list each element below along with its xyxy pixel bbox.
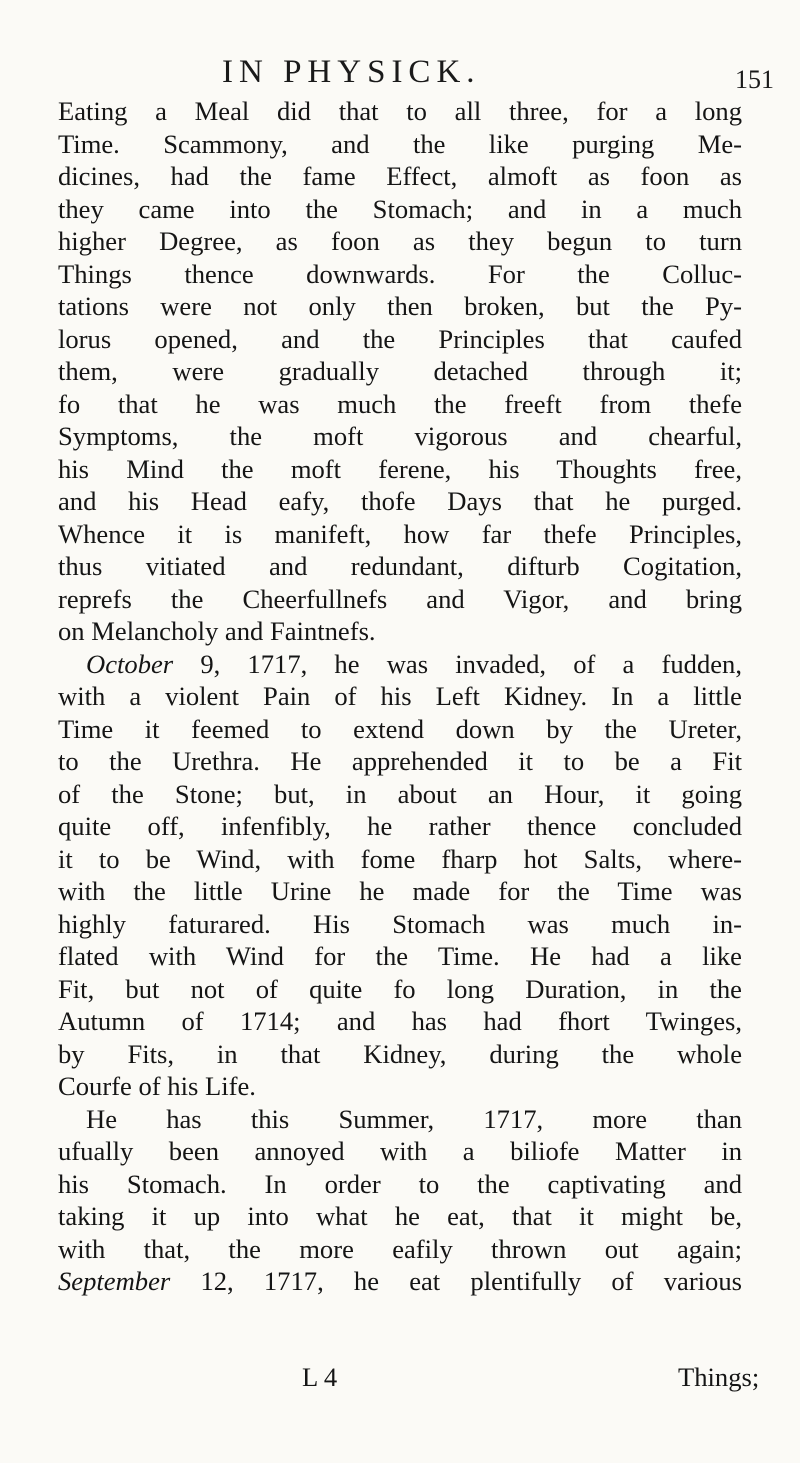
text-line: with a violent Pain of his Left Kidney. In a little bbox=[58, 681, 742, 711]
text-line: by Fits, in that Kidney, during the whole bbox=[58, 1038, 742, 1069]
text-line: on Melancholy and Faintnefs. bbox=[58, 616, 376, 646]
paragraph-1 bbox=[58, 95, 742, 648]
text-line: reprefs the Cheerfullnefs and Vigor, and bring bbox=[58, 583, 742, 614]
text-line: highly faturared. His Stomach was much in- bbox=[58, 908, 742, 939]
text-line: higher Degree, as foon as they begun to turn bbox=[58, 226, 742, 256]
text-line: lorus opened, and the Principles that caufed bbox=[58, 323, 742, 354]
text-line: Whence it is manifeft, how far thefe Principles, bbox=[58, 518, 742, 549]
text-line-october bbox=[58, 648, 742, 681]
date-line-rest: 9, 1717, he was invaded, of a fudden, bbox=[173, 648, 742, 679]
running-head: IN PHYSICK. bbox=[222, 54, 481, 90]
text-line: them, were gradually detached through it; bbox=[58, 356, 742, 386]
text-line: with the little Urine he made for the Time was bbox=[58, 876, 742, 906]
body-text bbox=[58, 95, 742, 1298]
text-line: Fit, but not of quite fo long Duration, in the bbox=[58, 973, 742, 1004]
date-month-october: October bbox=[86, 648, 174, 679]
page-footer bbox=[58, 1362, 760, 1396]
text-line: Autumn of 1714; and has had fhort Twinges, bbox=[58, 1006, 742, 1036]
text-line: He has this Summer, 1717, more than bbox=[86, 1103, 742, 1134]
page-number: 151 bbox=[735, 65, 774, 94]
text-line: Symptoms, the moft vigorous and chearful, bbox=[58, 421, 742, 451]
text-line: flated with Wind for the Time. He had a like bbox=[58, 941, 742, 971]
text-line: it to be Wind, with fome fharp hot Salts, where- bbox=[58, 843, 742, 874]
text-line: with that, the more eafily thrown out again; bbox=[58, 1233, 742, 1264]
text-line: ufually been annoyed with a biliofe Matter in bbox=[58, 1136, 742, 1166]
text-line: fo that he was much the freeft from thefe bbox=[58, 388, 742, 419]
text-line: quite off, infenfibly, he rather thence concluded bbox=[58, 811, 742, 841]
paragraph-3 bbox=[58, 1103, 742, 1298]
text-line: and his Head eafy, thofe Days that he purged. bbox=[58, 486, 742, 516]
text-line: Courfe of his Life. bbox=[58, 1071, 256, 1101]
page-header bbox=[0, 50, 800, 94]
text-line: Time it feemed to extend down by the Ureter, bbox=[58, 713, 742, 744]
text-line: taking it up into what he eat, that it might be, bbox=[58, 1201, 742, 1231]
signature-mark: L 4 bbox=[302, 1362, 338, 1392]
date-line-rest: 12, 1717, he eat plentifully of various bbox=[200, 1266, 743, 1296]
text-line: Eating a Meal did that to all three, for a long bbox=[58, 96, 742, 126]
text-line: dicines, had the fame Effect, almoft as foon as bbox=[58, 161, 742, 191]
text-line-september bbox=[58, 1265, 742, 1298]
paragraph-2 bbox=[58, 648, 742, 1103]
text-line: Time. Scammony, and the like purging Me- bbox=[58, 128, 742, 159]
text-line: tations were not only then broken, but the Py- bbox=[58, 291, 742, 321]
text-line: to the Urethra. He apprehended it to be a Fit bbox=[58, 746, 742, 776]
text-line: his Stomach. In order to the captivating and bbox=[58, 1168, 742, 1199]
text-line: of the Stone; but, in about an Hour, it going bbox=[58, 778, 742, 809]
text-line: thus vitiated and redundant, difturb Cogitation, bbox=[58, 551, 742, 581]
catchword: Things; bbox=[678, 1362, 760, 1392]
date-month-september: September bbox=[58, 1266, 171, 1296]
text-line: his Mind the moft ferene, his Thoughts free, bbox=[58, 453, 742, 484]
text-line: Things thence downwards. For the Colluc- bbox=[58, 258, 742, 289]
text-line: they came into the Stomach; and in a much bbox=[58, 193, 742, 224]
